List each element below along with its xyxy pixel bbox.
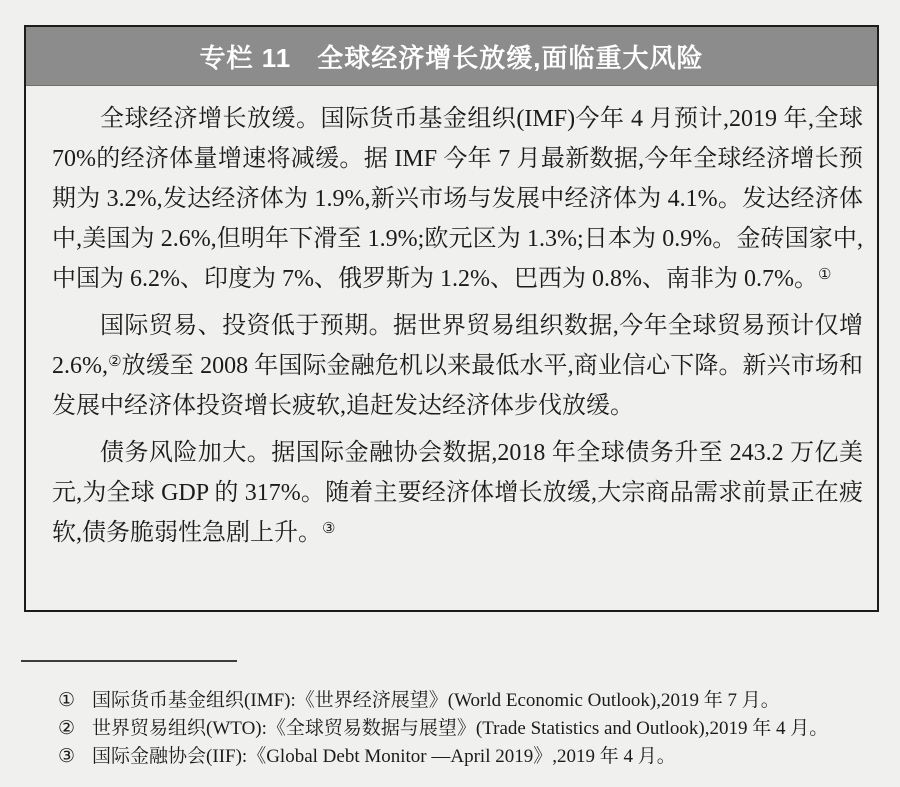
box-body xyxy=(26,86,877,553)
footnote-separator-rule xyxy=(21,660,237,662)
paragraph-text: 债务风险加大。据国际金融协会数据,2018 年全球债务升至 243.2 万亿美元,为全球 GDP 的 317%。随着主要经济体增长放缓,大宗商品需求前景正在疲软,债务脆弱性急剧上升。 xyxy=(52,440,863,546)
footnote-text: 国际货币基金组织(IMF):《世界经济展望》(World Economic Outlook),2019 年 7 月。 xyxy=(92,690,780,711)
footnote-item xyxy=(21,715,879,743)
paragraph xyxy=(52,433,863,553)
box-number-label: 专栏 11 xyxy=(199,42,292,73)
footnote-section xyxy=(21,660,879,771)
paragraph xyxy=(52,306,863,426)
box-title: 全球经济增长放缓,面临重大风险 xyxy=(317,42,704,73)
footnote-item xyxy=(21,743,879,771)
paragraph-text: 放缓至 2008 年国际金融危机以来最低水平,商业信心下降。新兴市场和发展中经济体投资增长疲软,追赶发达经济体步伐放缓。 xyxy=(52,353,863,419)
footnote-list xyxy=(21,687,879,771)
footnote-text: 国际金融协会(IIF):《Global Debt Monitor —April 2019》,2019 年 4 月。 xyxy=(92,746,676,767)
footnote-ref: ① xyxy=(817,267,832,283)
footnote-marker: ③ xyxy=(58,746,76,767)
footnote-marker: ① xyxy=(58,690,76,711)
box-panel xyxy=(24,25,879,612)
paragraph xyxy=(52,99,863,299)
footnote-text: 世界贸易组织(WTO):《全球贸易数据与展望》(Trade Statistics and Outlook),2019 年 4 月。 xyxy=(92,718,829,739)
footnote-marker: ② xyxy=(58,718,76,739)
box-header xyxy=(26,27,877,86)
paragraph-text: 国际贸易、投资低于预期。据世界贸易组织数据,今年全球贸易预计仅增 2.6%, xyxy=(52,313,863,379)
paragraph-text: 全球经济增长放缓。国际货币基金组织(IMF)今年 4 月预计,2019 年,全球 70%的经济体量增速将减缓。据 IMF 今年 7 月最新数据,今年全球经济增长预期为 3.2%,发达经济体为 1.9%,新兴市场与发展中经济体为 4.1%。发达经济体中,美国为 2.6%,但明年下滑至 1.9%;欧元区为 1.3%;日本为 0.9%。金砖国家中,中国为 6.2%、印度为 7%、俄罗斯为 1.2%、巴西为 0.8%、南非为 0.7%。 xyxy=(52,106,863,292)
footnote-ref: ③ xyxy=(322,521,336,537)
footnote-ref: ② xyxy=(108,354,122,370)
footnote-item xyxy=(21,687,879,715)
